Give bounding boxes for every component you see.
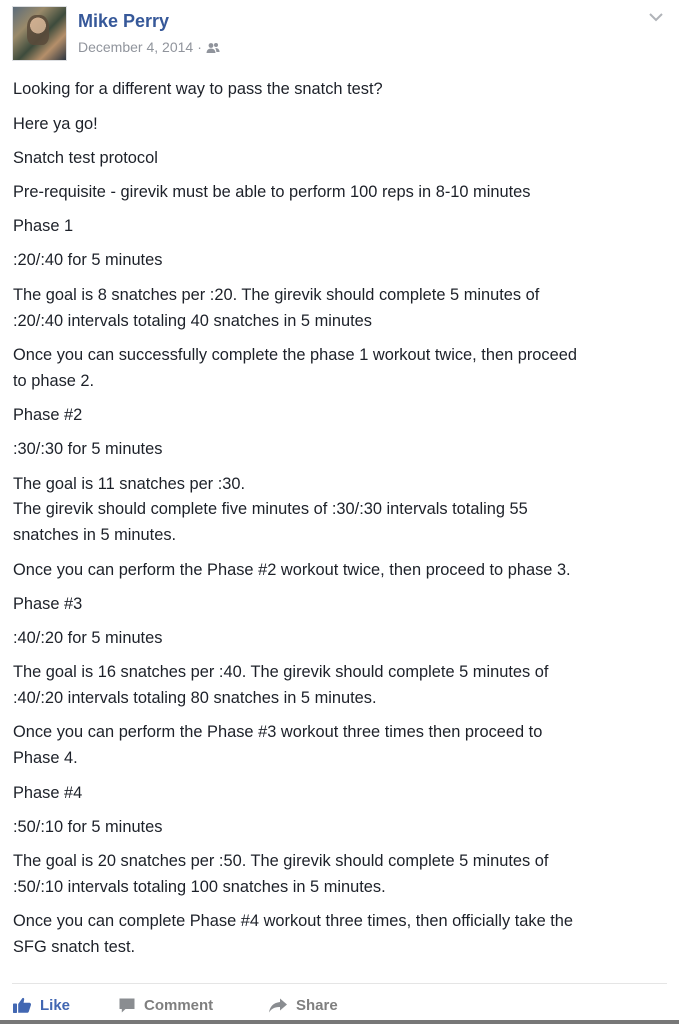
post-text-line: :40/:20 for 5 minutes xyxy=(13,629,163,647)
post-text-line: snatches in 5 minutes. xyxy=(13,526,177,544)
thumbs-up-icon xyxy=(12,996,32,1014)
post-text-line: The goal is 8 snatches per :20. The girevik should complete 5 minutes of xyxy=(13,286,540,304)
post-text-line: Snatch test protocol xyxy=(13,149,158,167)
friends-icon[interactable] xyxy=(206,41,220,53)
post-text-line: :30/:30 for 5 minutes xyxy=(13,440,163,458)
post-text-line: Phase 4. xyxy=(13,749,78,767)
post-text-line: SFG snatch test. xyxy=(13,938,136,956)
meta-separator: · xyxy=(197,39,202,55)
post-text-line: Phase #4 xyxy=(13,784,83,802)
post-text-line: :20/:40 for 5 minutes xyxy=(13,251,163,269)
post-text-line: Phase 1 xyxy=(13,217,74,235)
post-text-line: :50/:10 for 5 minutes xyxy=(13,818,163,836)
bottom-border xyxy=(0,1020,679,1024)
post-text-line: :40/:20 intervals totaling 80 snatches in 5 minutes. xyxy=(13,689,377,707)
post-actions xyxy=(12,990,412,1020)
post-text-line: Phase #3 xyxy=(13,595,83,613)
post-text-line: :20/:40 intervals totaling 40 snatches in 5 minutes xyxy=(13,312,372,330)
post-meta xyxy=(78,39,220,55)
like-label: Like xyxy=(40,996,71,1014)
post-text-line: Once you can perform the Phase #3 workout three times then proceed to xyxy=(13,723,543,741)
post-text-line: Pre-requisite - girevik must be able to perform 100 reps in 8-10 minutes xyxy=(13,183,531,201)
comment-label: Comment xyxy=(144,996,214,1014)
post-text-line: to phase 2. xyxy=(13,372,95,390)
actions-divider xyxy=(12,983,667,984)
author-avatar[interactable] xyxy=(12,6,67,61)
post-text-line: :50/:10 intervals totaling 100 snatches in 5 minutes. xyxy=(13,878,386,896)
post-text-line: Phase #2 xyxy=(13,406,83,424)
post-text-line: The girevik should complete five minutes of :30/:30 intervals totaling 55 xyxy=(13,500,528,518)
like-button[interactable] xyxy=(12,996,118,1014)
post-text-line: Looking for a different way to pass the snatch test? xyxy=(13,80,383,98)
share-arrow-icon xyxy=(268,997,288,1014)
chevron-down-icon[interactable] xyxy=(645,8,667,26)
post-text-line: The goal is 11 snatches per :30. xyxy=(13,475,246,493)
author-name[interactable]: Mike Perry xyxy=(78,11,170,31)
comment-icon xyxy=(118,997,136,1014)
share-label: Share xyxy=(296,996,338,1014)
post-text-line: Once you can successfully complete the phase 1 workout twice, then proceed xyxy=(13,346,577,364)
post-text-line: The goal is 16 snatches per :40. The girevik should complete 5 minutes of xyxy=(13,663,549,681)
post-date[interactable]: December 4, 2014 xyxy=(78,39,194,55)
post-text-line: The goal is 20 snatches per :50. The girevik should complete 5 minutes of xyxy=(13,852,549,870)
comment-button[interactable] xyxy=(118,997,268,1014)
post-text-line: Once you can complete Phase #4 workout three times, then officially take the xyxy=(13,912,574,930)
post-text-line: Once you can perform the Phase #2 workout twice, then proceed to phase 3. xyxy=(13,561,571,579)
post-header xyxy=(12,6,667,62)
post-text-line: Here ya go! xyxy=(13,115,98,133)
share-button[interactable] xyxy=(268,997,338,1014)
